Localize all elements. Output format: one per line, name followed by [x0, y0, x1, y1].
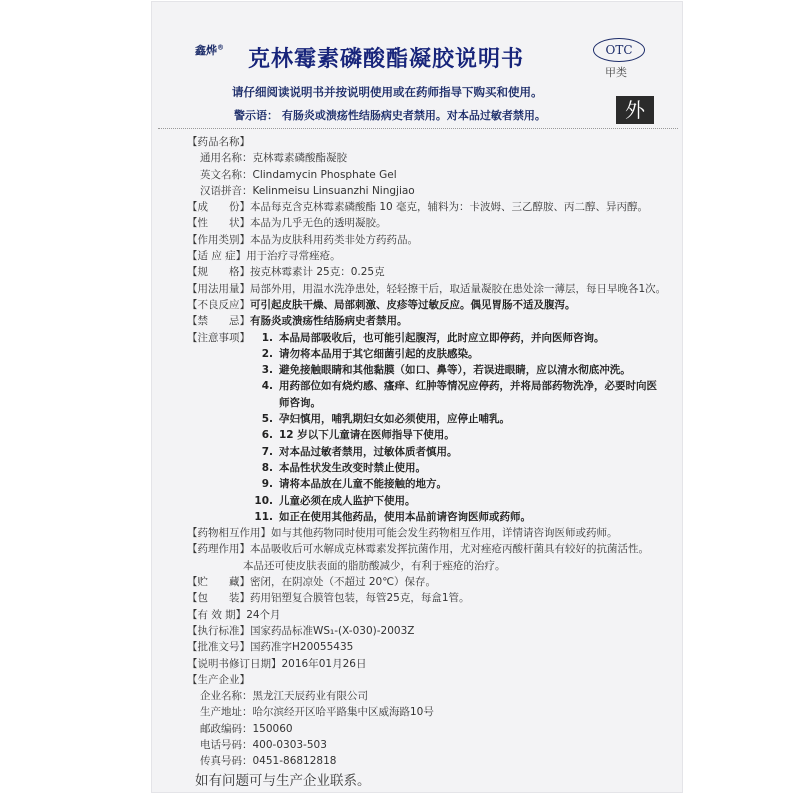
company-postcode: 邮政编码： 150060 [200, 722, 293, 735]
section-packaging: 【包 装】 药用铝塑复合膜管包装，每管25克，每盒1管。 [187, 592, 470, 605]
list-item: 9. 请将本品放在儿童不能接触的地方。 [261, 478, 447, 491]
drug-pinyin-name: 汉语拼音： Kelinmeisu Linsuanzhi Ningjiao [200, 184, 415, 197]
leaflet-content [187, 134, 667, 791]
company-name: 企业名称： 黑龙江天辰药业有限公司 [200, 690, 368, 703]
external-use-badge: 外 [616, 96, 654, 124]
company-address: 生产地址： 哈尔滨经开区哈平路集中区威海路10号 [200, 706, 434, 719]
list-item: 6. 12 岁以下儿童请在医师指导下使用。 [261, 429, 455, 442]
usage-instruction: 请仔细阅读说明书并按说明使用或在药师指导下购买和使用。 [232, 85, 543, 99]
precautions-list [250, 330, 667, 526]
company-fax: 传真号码： 0451-86812818 [200, 755, 337, 768]
list-item: 2. 请勿将本品用于其它细菌引起的皮肤感染。 [261, 347, 479, 360]
list-item: 10. 儿童必须在成人监护下使用。 [254, 494, 416, 507]
company-phone: 电话号码： 400-0303-503 [200, 738, 327, 751]
section-appearance: 【性 状】 本品为几乎无色的透明凝胶。 [187, 217, 387, 230]
list-item: 4. 用药部位如有烧灼感、瘙痒、红肿等情况应停药，并将局部药物洗净，必要时向医师咨询。 [261, 380, 657, 409]
otc-category: 甲类 [605, 66, 627, 79]
section-standard: 【执行标准】 国家药品标准WS₁-(X-030)-2003Z [187, 624, 415, 637]
section-category: 【作用类别】 本品为皮肤科用药类非处方药药品。 [187, 233, 418, 246]
list-item: 8. 本品性状发生改变时禁止使用。 [261, 461, 426, 474]
contact-footer: 如有问题可与生产企业联系。 [195, 772, 371, 789]
warning-text: 警示语： 有肠炎或溃疡性结肠病史者禁用。对本品过敏者禁用。 [234, 109, 546, 122]
section-shelf-life: 【有 效 期】 24个月 [187, 608, 281, 621]
section-drug-interactions: 【药物相互作用】 如与其他药物同时使用可能会发生药物相互作用，详情请咨询医师或药师。 [187, 527, 618, 540]
section-storage: 【贮 藏】 密闭，在阴凉处（不超过 20℃）保存。 [187, 576, 436, 589]
drug-english-name: 英文名称： Clindamycin Phosphate Gel [200, 168, 397, 181]
otc-badge: OTC [593, 38, 645, 62]
section-dosage: 【用法用量】 局部外用，用温水洗净患处，轻轻擦干后，取适量凝胶在患处涂一薄层，每日早晚各1次。 [187, 282, 667, 295]
section-specification: 【规 格】 按克林霉素计 25克：0.25克 [187, 266, 385, 279]
list-item: 11. 如正在使用其他药品，使用本品前请咨询医师或药师。 [254, 510, 531, 523]
section-approval-number: 【批准文号】 国药准字H20055435 [187, 641, 354, 654]
list-item: 5. 孕妇慎用，哺乳期妇女如必须使用，应停止哺乳。 [261, 413, 510, 426]
brand-logo: 鑫烨® [195, 43, 224, 57]
section-precautions: 【注意事项】 1. 本品局部吸收后，也可能引起腹泻，此时应立即停药，并向医师咨询。 2. 请勿将本品用于其它细菌引起的皮肤感染。 3. 避免接触眼睛和其他黏膜（如口、鼻等），若误进眼睛，应以清水彻底冲洗。 4. 用药部位如有烧灼感、瘙痒、红肿等情况应停药，并将局部药物洗净，必要时向医师咨询。 5. 孕妇慎用，哺乳期妇女如必须使用，应停止哺乳。 6. 12 岁以下儿童请在医师指导下使用。 7. 对本品过敏者禁用，过敏体质者慎用。 8. 本品性状发生改变时禁止使用。 9. 请将本品放在儿童不能接触的地方。 10. 儿童必须在成人监护下使用。 11. 如正在使用其他药品，使用本品前请咨询医师或药师。 [187, 330, 667, 526]
drug-generic-name: 通用名称： 克林霉素磷酸酯凝胶 [200, 152, 347, 165]
section-pharmacology: 【药理作用】 本品吸收后可水解成克林霉素发挥抗菌作用，尤对痤疮丙酸杆菌具有较好的抗菌活性。 [187, 543, 649, 556]
section-adverse-reactions: 【不良反应】 可引起皮肤干燥、局部刺激、皮疹等过敏反应。偶见胃肠不适及腹泻。 [187, 298, 576, 311]
pharmacology-continued: 本品还可使皮肤表面的脂肪酸减少，有利于痤疮的治疗。 [243, 559, 506, 572]
section-heading-manufacturer: 【生产企业】 [187, 673, 250, 686]
section-contraindications: 【禁 忌】 有肠炎或溃疡性结肠病史者禁用。 [187, 315, 408, 328]
document-title: 克林霉素磷酸酯凝胶说明书 [248, 47, 525, 72]
section-heading-drug-name: 【药品名称】 [187, 136, 250, 148]
list-item: 7. 对本品过敏者禁用，过敏体质者慎用。 [261, 445, 458, 458]
section-indications: 【适 应 症】 用于治疗寻常痤疮。 [187, 250, 341, 263]
section-ingredients: 【成 份】 本品每克含克林霉素磷酸酯 10 毫克，辅料为：卡波姆、三乙醇胺、丙二醇、异丙醇。 [187, 201, 649, 214]
section-revision-date: 【说明书修订日期】 2016年01月26日 [187, 657, 367, 670]
divider [158, 128, 678, 129]
list-item: 3. 避免接触眼睛和其他黏膜（如口、鼻等），若误进眼睛，应以清水彻底冲洗。 [261, 364, 631, 377]
list-item: 1. 本品局部吸收后，也可能引起腹泻，此时应立即停药，并向医师咨询。 [261, 331, 605, 344]
